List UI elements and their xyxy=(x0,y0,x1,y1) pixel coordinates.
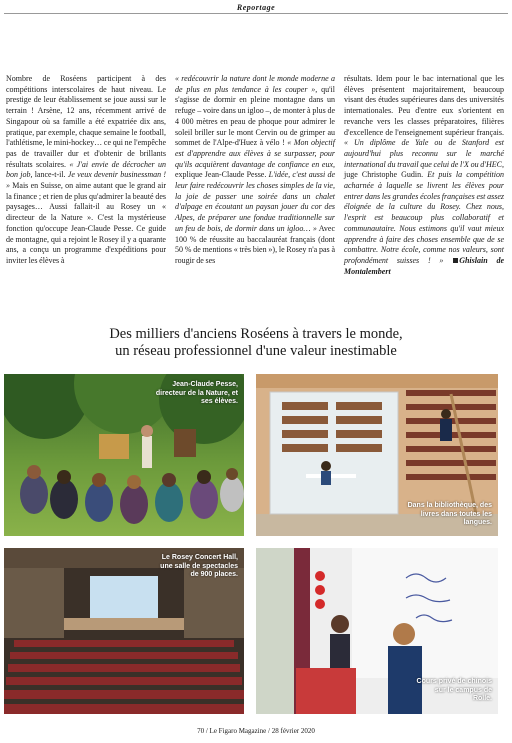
author-signature: Ghislain de Montalembert xyxy=(344,255,504,276)
page-folio: 70 / Le Figaro Magazine / 28 février 2020 xyxy=(197,727,315,735)
column-1 xyxy=(6,74,166,267)
paragraph xyxy=(344,74,504,277)
text-run: , qu'il s'agisse de dormir en pleine montagne dans un refuge – voire dans un igloo –, de monter à plus de 4 000 mètres en peau de phoque pour admirer le soleil briller sur le mont Cervin ou de grimper au sommet de l'Alpe-d'Huez à vélo ! xyxy=(175,84,335,148)
column-2 xyxy=(175,74,335,267)
caption-chinese-class: Cours privé de chinois sur le campus de Rolle. xyxy=(416,678,492,702)
photo-concert-hall xyxy=(4,548,244,714)
quote-text: L'idée, c'est aussi de leur faire redécouvrir les choses simples de la vie, la joie de passer une soirée dans un chalet d'alpage en écoutant un paysan jouer du cor des Alpes, de préparer une fondue traditionnelle sur un feu de bois, de dormir dans un igloo… » xyxy=(175,170,336,233)
photo-outdoor-class xyxy=(4,374,244,536)
photo-chinese-class xyxy=(256,548,498,714)
caption-concert-hall: Le Rosey Concert Hall, une salle de spectacles de 900 places. xyxy=(160,554,238,578)
text-run: Avec 100 % de réussite au baccalauréat français (dont 50 % de mentions « très bien »), le Rosey n'a pas à rougir de ses xyxy=(175,223,335,265)
text-run: juge Christophe Gudin. xyxy=(344,170,424,180)
quote-text: « redécouvrir la nature dont le monde moderne a de plus en plus tendance à les couper » xyxy=(175,74,335,94)
article-body xyxy=(6,74,508,340)
photo-library xyxy=(256,374,498,536)
paragraph xyxy=(6,74,166,267)
text-run: explique Jean-Claude Pesse. xyxy=(175,170,267,180)
section-label: Reportage xyxy=(236,3,276,12)
quote-text: Et puis la compétition acharnée à laquelle se livrent les élèves pour entrer dans les grandes écoles françaises est assez éloignée de la culture du Rosey. Chez nous, l'esprit est beaucoup plus collaboratif et communautaire. Nous estimons qu'il vaut mieux apprendre à faire des choses ensemble que de se combattre. Notre école, comme nos valeurs, sont profondément suisses ! » xyxy=(344,170,504,265)
quote-text: « J'ai envie de décrocher un bon job, xyxy=(6,159,166,180)
headline-line-2: un réseau professionnel d'une valeur inestimable xyxy=(115,343,397,359)
quote-text: « Un diplôme de Yale ou de Stanford est aujourd'hui plus reconnu sur le marché international du travail que celui de l'X ou d'HEC, xyxy=(344,138,504,169)
column-3 xyxy=(344,74,504,277)
text-run: Mais en Suisse, on aime autant que le grand air la finance ; et rien de plus qu'admirer la beauté des paysages… Aussi fallait-il au Rosey un « directeur de la Nature ». C'est la mystérieuse fonction qu'occupe Jean-Claude Pesse. Ce guide de montagne, qui a rejoint le Rosey il y a quarante ans, a conçu un programme d'expéditions pour inviter les élèves à xyxy=(6,181,166,265)
text-run: lance-t-il. xyxy=(34,170,66,180)
end-square-icon xyxy=(453,258,458,263)
text-run: résultats. Idem pour le bac international que les élèves présentent majoritairement, beaucoup visant des études supérieures dans des universités internationales. Peu d'entre eux s'orientent en revanche vers les classes préparatoires, filières d'excellence de l'enseignement supérieur français. xyxy=(344,74,504,137)
paragraph xyxy=(175,74,335,267)
caption-library: Dans la bibliothèque, des livres dans toutes les langues. xyxy=(407,502,492,526)
caption-outdoor: Jean-Claude Pesse, directeur de la Nature, et ses élèves. xyxy=(155,381,238,405)
photo-section-headline xyxy=(0,326,512,360)
quote-text: « Mon objectif est d'apprendre aux élèves à se surpasser, pour qu'ils acquièrent davantage de confiance en eux, xyxy=(175,138,336,169)
quote-text: Je veux devenir businessman ! » xyxy=(6,170,166,191)
headline-line-1: Des milliers d'anciens Roséens à travers le monde, xyxy=(109,326,403,342)
top-rule xyxy=(4,13,508,14)
text-run: Nombre de Roséens participent à des compétitions interscolaires de haut niveau. Le prestige de leur établissement se joue aussi sur le terrain ! Arsène, 12 ans, récemment arrivé de Singapour où sa famille a été expatriée dix ans, pratique, par exemple, chaque semaine le football, l'athlétisme, le mini-hockey… ce qui ne l'empêche pas de travailler dur et d'obtenir de brillants résultats scolaires. xyxy=(6,74,166,169)
